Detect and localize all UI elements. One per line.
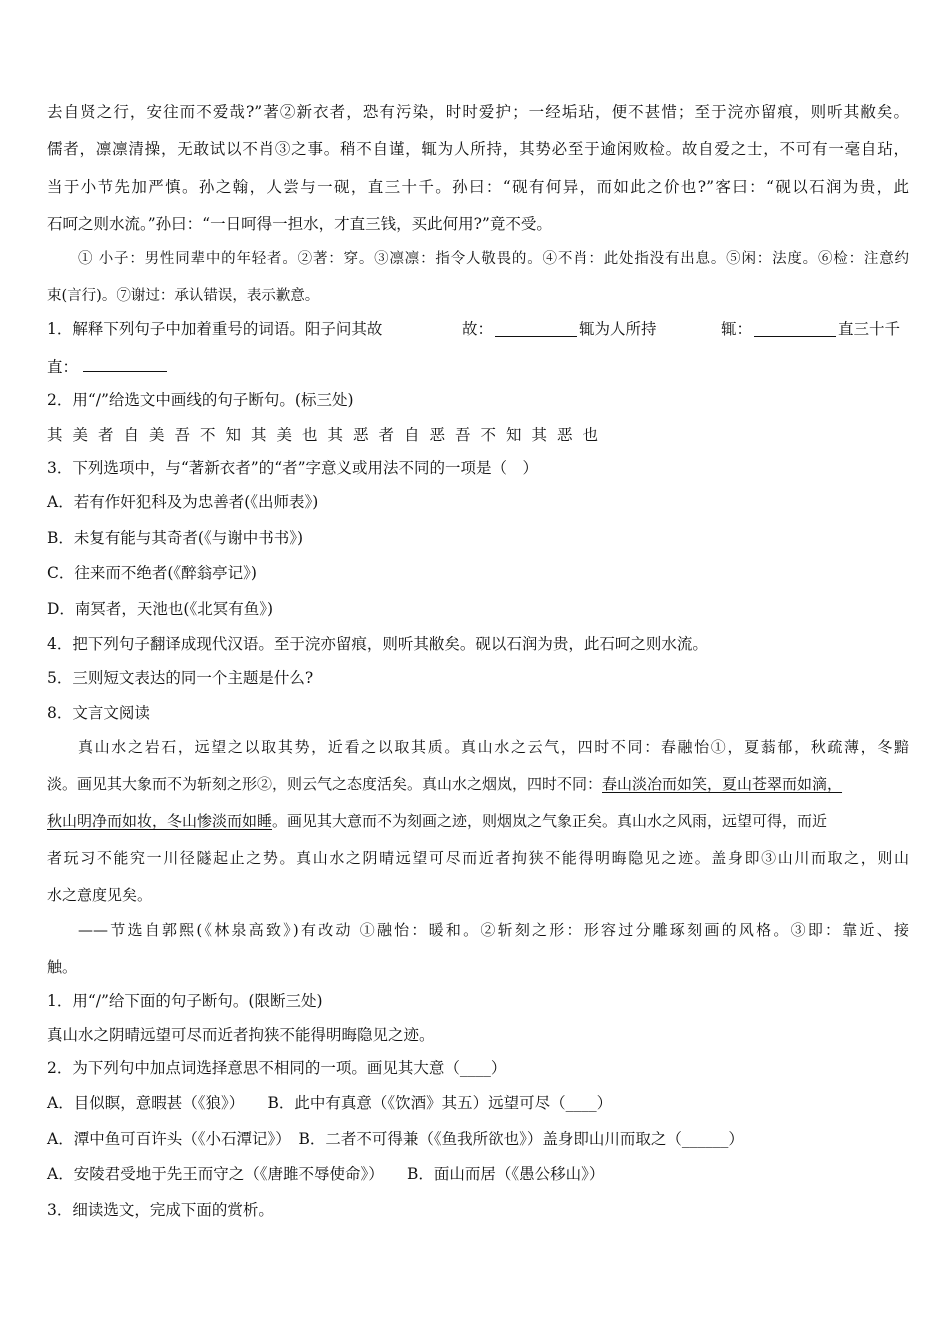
underlined-sentence: 春山淡冶而如笑，夏山苍翠而如滴， <box>602 775 843 793</box>
question-1-text: 1．解释下列句子中加着重号的词语。阳子问其故 <box>47 320 383 338</box>
q1-item: 直三十千 <box>838 320 901 338</box>
underlined-sentence: 秋山明净而如妆，冬山惨淡而如睡 <box>47 812 273 830</box>
q1-label-zhe: 辄： <box>721 320 753 338</box>
question-2: 2．用“/”给选文中画线的句子断句。(标三处) <box>47 391 354 409</box>
answer-blank[interactable] <box>754 321 836 337</box>
passage-line: 当于小节先加严慎。孙之翰，人尝与一砚，直三十千。孙曰：“砚有何异，而如此之价也?”客曰：“砚以石润为贵，此 <box>47 178 909 196</box>
b-question-3: 3．细读选文，完成下面的赏析。 <box>47 1201 274 1219</box>
question-3: 3．下列选项中，与“著新衣者”的“者”字意义或用法不同的一项是（ ） <box>47 459 539 477</box>
q1-label-zhi: 直： <box>47 358 79 376</box>
option-a: A．若有作奸犯科及为忠善者(《出师表》) <box>47 493 319 511</box>
passage-line: 儒者，凛凛清操，无敢试以不肖③之事。稍不自谨，辄为人所持，其势必至于逾闲败检。故自爱之士，不可有一毫自玷， <box>47 140 909 158</box>
b-question-2-options: A．潭中鱼可百许头（《小石潭记》） B．二者不可得兼（《鱼我所欲也》）盖身即山川而取之（______） <box>47 1130 744 1148</box>
option-b: B．未复有能与其奇者(《与谢中书书》) <box>47 529 303 547</box>
passage-line: 淡。画见其大象而不为斩刻之形②，则云气之态度活矣。真山水之烟岚，四时不同：春山淡冶而如笑，夏山苍翠而如滴， <box>47 775 843 793</box>
passage-line: 水之意度见矣。 <box>47 886 153 904</box>
answer-blank[interactable] <box>83 356 167 372</box>
option-c: C．往来而不绝者(《醉翁亭记》) <box>47 564 257 582</box>
passage-line: 真山水之岩石，远望之以取其势，近看之以取其质。真山水之云气，四时不同：春融怡①，夏蓊郁，秋疏薄，冬黯 <box>78 738 909 756</box>
b-question-2: 2．为下列句中加点词选择意思不相同的一项。画见其大意（____） <box>47 1059 507 1077</box>
b-question-2-options: A．安陵君受地于先王而守之（《唐雎不辱使命》） B．面山而居（《愚公移山》） <box>47 1165 605 1183</box>
b-question-1: 1．用“/”给下面的句子断句。(限断三处) <box>47 992 323 1010</box>
footnote-line: ① 小子：男性同辈中的年轻者。②著：穿。③凛凛：指令人敬畏的。④不肖：此处指没有出息。⑤闲：法度。⑥检：注意约 <box>78 251 909 267</box>
b-question-2-options: A．目似瞑，意暇甚（《狼》） B．此中有真意（《饮酒》其五）远望可尽（____） <box>47 1094 613 1112</box>
source-note: 触。 <box>47 958 78 976</box>
option-d: D．南冥者，天池也(《北冥有鱼》) <box>47 600 274 618</box>
question-5: 5．三则短文表达的同一个主题是什么? <box>47 669 314 687</box>
question-4: 4．把下列句子翻译成现代汉语。至于浣亦留痕，则听其敝矣。砚以石润为贵，此石呵之则水流。 <box>47 635 708 653</box>
answer-blank[interactable] <box>495 321 577 337</box>
question-1 <box>47 319 909 339</box>
passage-line: 石呵之则水流。”孙曰：“一日呵得一担水，才直三钱，买此何用?”竟不受。 <box>47 215 552 233</box>
passage-line: 者玩习不能究一川径隧起止之势。真山水之阴晴远望可尽而近者拘狭不能得明晦隐见之迹。盖身即③山川而取之，则山 <box>47 849 909 867</box>
source-note: ——节选自郭熙(《林泉高致》)有改动 ①融怡：暖和。②斩刻之形：形容过分雕琢刻画的风格。③即：靠近、接 <box>78 921 909 939</box>
q1-label-gu: 故： <box>462 320 494 338</box>
question-1-cont <box>47 356 909 376</box>
footnote-line: 束(言行)。⑦谢过：承认错误，表示歉意。 <box>47 288 320 304</box>
passage-line: 去自贤之行，安往而不爱哉?”著②新衣者，恐有污染，时时爱护；一经垢玷，便不甚惜；至于浣亦留痕，则听其敝矣。 <box>47 103 909 121</box>
passage-line: 秋山明净而如妆，冬山惨淡而如睡。画见其大意而不为刻画之迹，则烟岚之气象正矣。真山水之风雨，远望可得，而近 <box>47 812 828 830</box>
q1-item: 辄为人所持 <box>579 320 657 338</box>
section-8-heading: 8．文言文阅读 <box>47 704 150 722</box>
b-question-1-sentence: 真山水之阴晴远望可尽而近者拘狭不能得明晦隐见之迹。 <box>47 1026 435 1044</box>
question-2-sentence: 其美者自美吾不知其美也其恶者自恶吾不知其恶也 <box>47 426 609 444</box>
